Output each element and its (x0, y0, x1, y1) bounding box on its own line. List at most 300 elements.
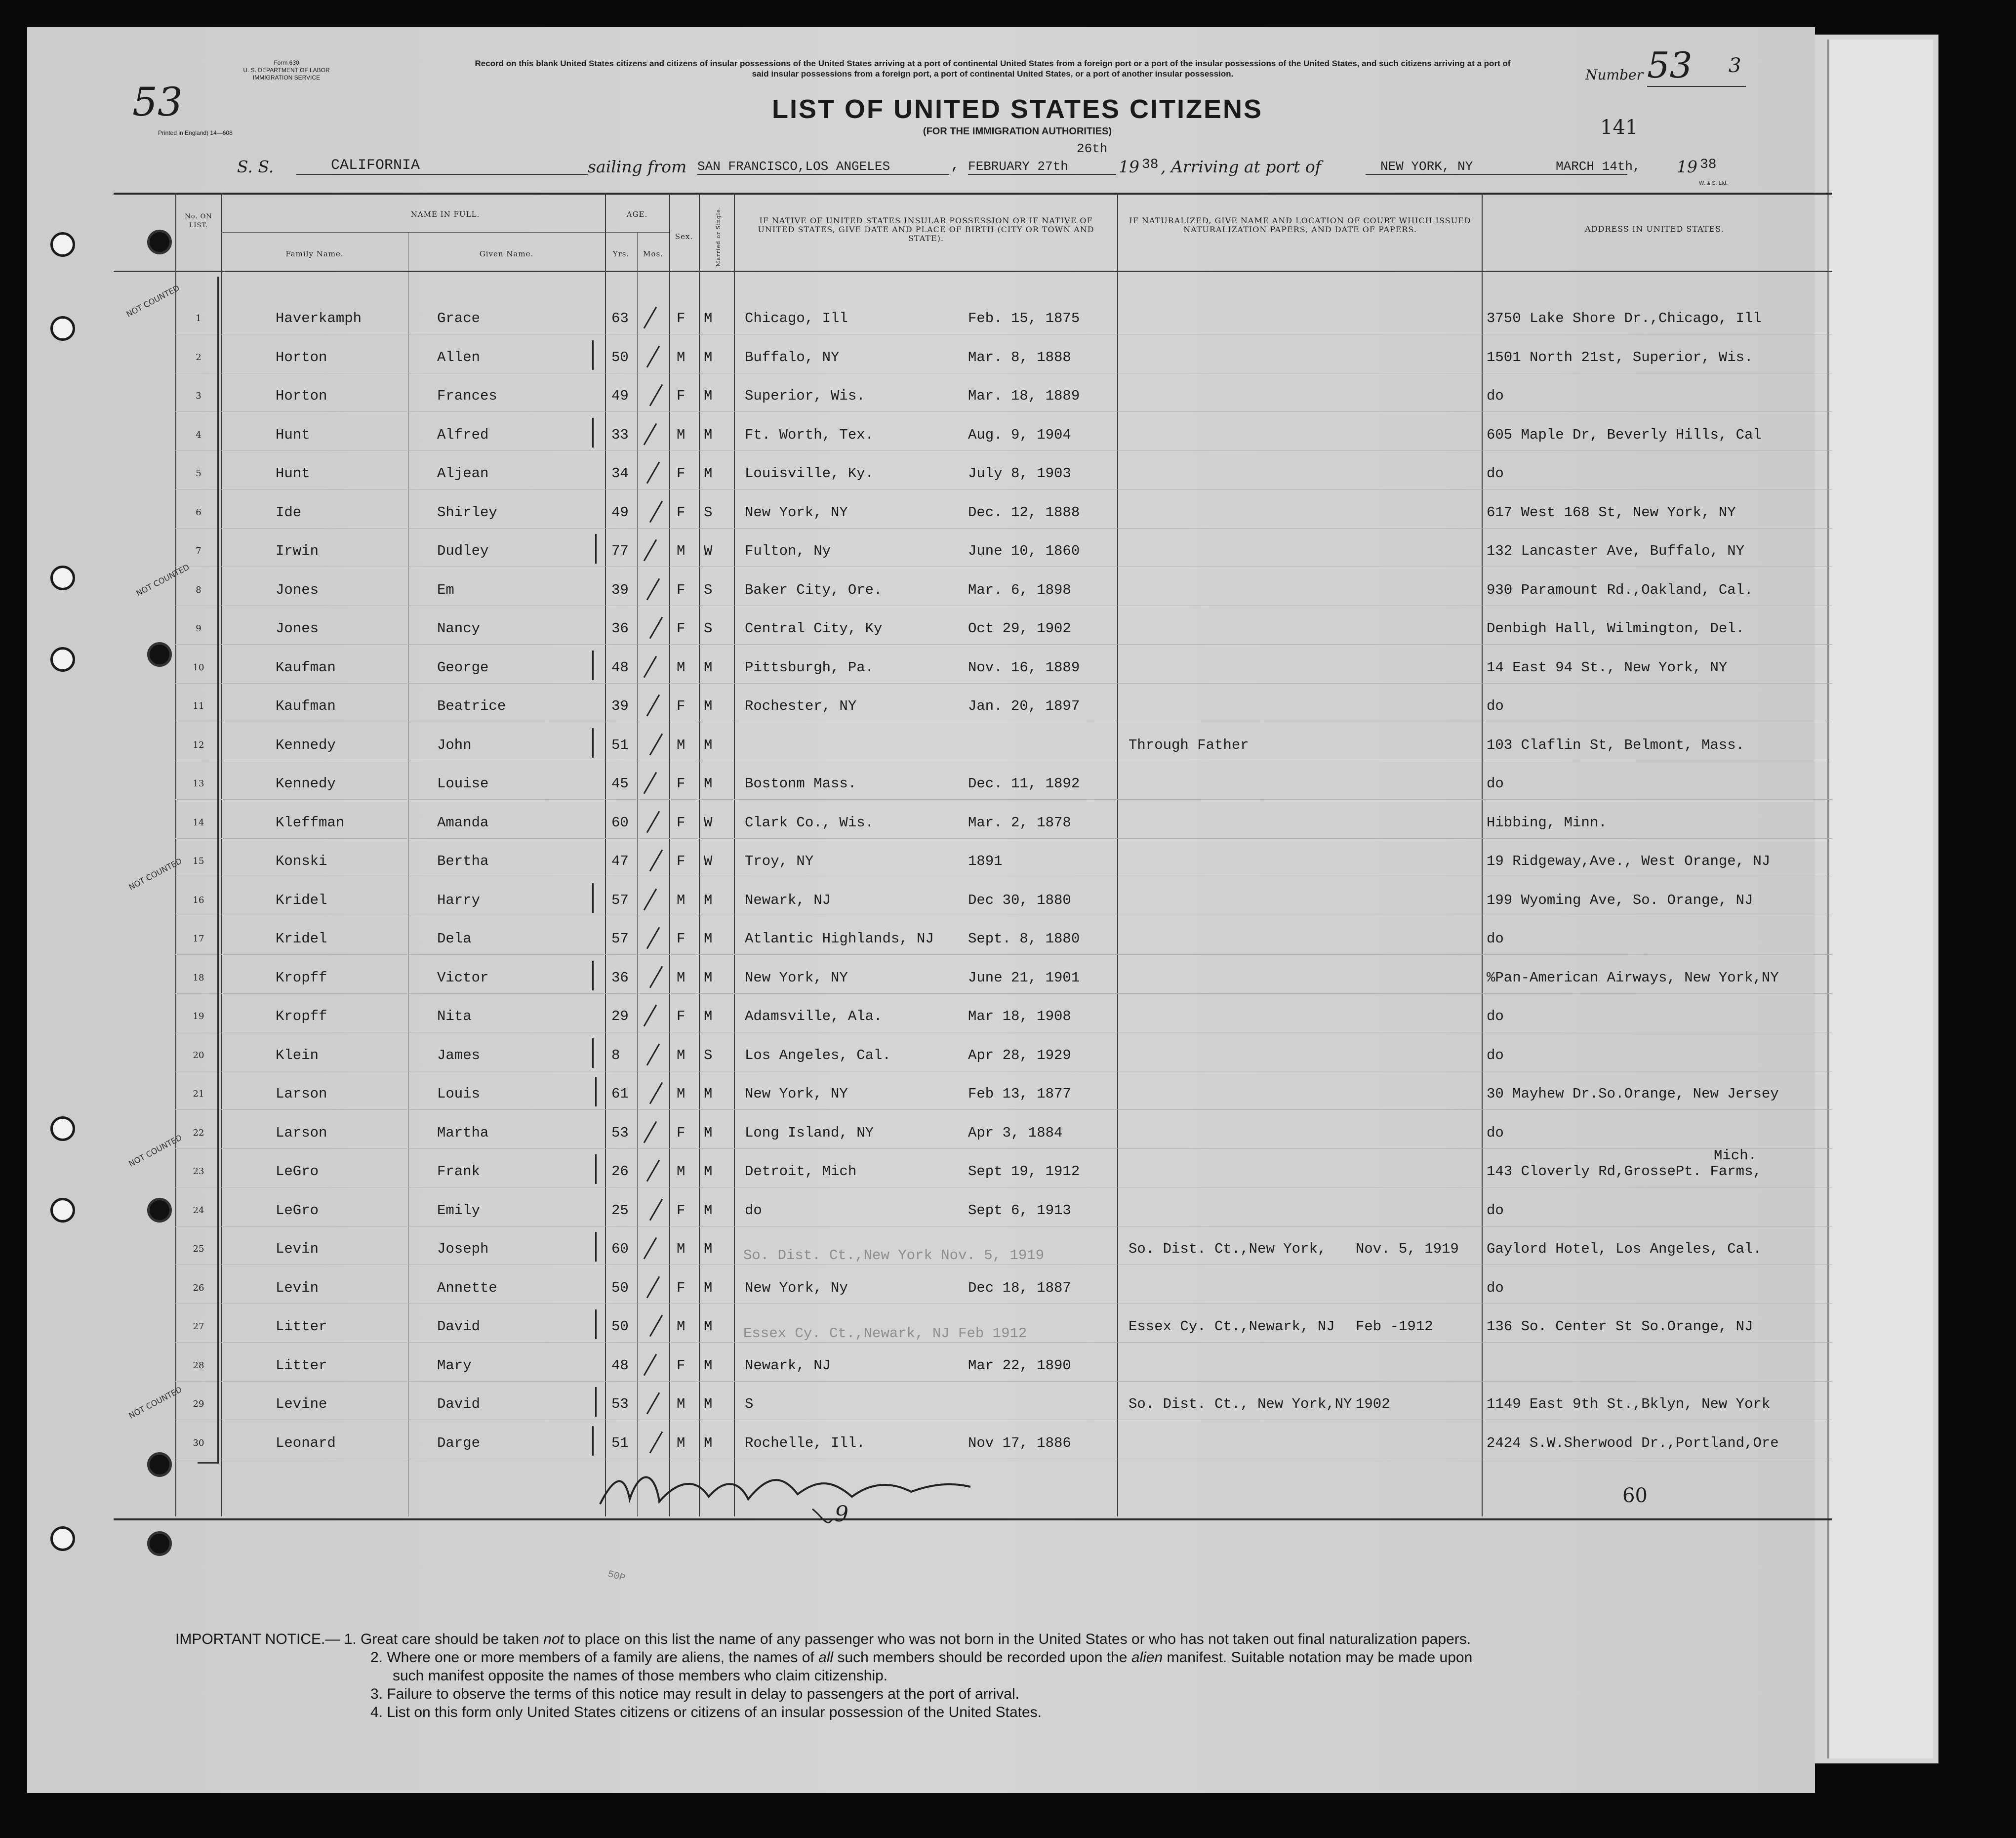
row-separator (175, 1148, 1832, 1149)
check-stroke (595, 1232, 597, 1262)
comma: , (951, 157, 960, 174)
col-sex: Sex. (675, 232, 693, 241)
check-stroke (595, 534, 597, 564)
cell-given: Emily (437, 1202, 481, 1219)
cell-age: 49 (611, 388, 629, 404)
cell-no: 25 (193, 1244, 204, 1254)
cell-address: 3750 Lake Shore Dr.,Chicago, Ill (1487, 310, 1762, 327)
cell-place: New York, NY (745, 1086, 848, 1102)
cell-date: June 21, 1901 (968, 969, 1080, 986)
cell-ms: M (704, 698, 713, 714)
cell-sex: F (677, 1202, 685, 1219)
cell-ms: M (704, 1241, 713, 1257)
not-counted-stamp: NOT COUNTED (127, 856, 184, 892)
cell-age: 47 (611, 853, 629, 869)
cell-given: Alfred (437, 426, 489, 443)
cell-place: Rochelle, Ill. (745, 1434, 865, 1451)
department: U. S. DEPARTMENT OF LABOR (243, 67, 330, 74)
cell-place: Clark Co., Wis. (745, 814, 874, 831)
punch-hole (50, 232, 75, 257)
cell-address: do (1487, 1124, 1504, 1141)
cell-sex: M (677, 1396, 685, 1412)
col-yrs: Yrs. (612, 249, 630, 258)
cell-family: Horton (276, 388, 327, 404)
cell-family: Kridel (276, 892, 327, 908)
signature-mark: 9 (835, 1502, 848, 1527)
row-separator (175, 683, 1832, 684)
cell-no: 7 (196, 546, 202, 556)
cell-no: 13 (193, 778, 204, 789)
faded-entry: Essex Cy. Ct.,Newark, NJ Feb 1912 (743, 1325, 1027, 1342)
check-stroke (592, 651, 594, 680)
cell-sex: F (677, 814, 685, 831)
cell-place: Buffalo, NY (745, 349, 840, 366)
cell-date: Dec. 11, 1892 (968, 776, 1080, 792)
cell-place: Newark, NJ (745, 892, 831, 908)
col-mos: Mos. (643, 249, 663, 258)
notice-emphasis: all (818, 1649, 834, 1666)
check-stroke (592, 728, 594, 758)
cell-date: July 8, 1903 (968, 465, 1071, 482)
cell-age: 48 (611, 1357, 629, 1374)
cell-ms: M (704, 1396, 713, 1412)
cell-sex: M (677, 1241, 685, 1257)
cell-family: Irwin (276, 543, 319, 559)
cell-ms: M (704, 931, 713, 947)
cell-ms: M (704, 1008, 713, 1024)
cell-date: Mar 18, 1908 (968, 1008, 1071, 1024)
cell-no: 16 (193, 895, 204, 905)
cell-family: Levin (276, 1241, 319, 1257)
cell-given: Nita (437, 1008, 472, 1024)
check-stroke (592, 883, 594, 913)
cell-place: Long Island, NY (745, 1124, 874, 1141)
backing-sheet-edge (1827, 40, 1933, 1758)
cell-age: 29 (611, 1008, 629, 1024)
cell-ms: M (704, 1357, 713, 1374)
cell-ms: M (704, 310, 713, 327)
cell-address: 605 Maple Dr, Beverly Hills, Cal (1487, 426, 1762, 443)
notice-heading: IMPORTANT NOTICE.— (175, 1631, 340, 1647)
cell-family: Larson (276, 1086, 327, 1102)
cell-given: Frances (437, 388, 497, 404)
printer-mark: W. & S. Ltd. (1699, 180, 1728, 186)
cell-family: LeGro (276, 1163, 319, 1180)
notice-item-2-mid: such members should be recorded upon the (837, 1649, 1128, 1666)
handwritten-number: 53 (132, 79, 183, 125)
cell-nat-date: Nov. 5, 1919 (1356, 1241, 1459, 1257)
cell-no: 28 (193, 1360, 204, 1371)
cell-sex: F (677, 388, 685, 404)
form-number: Form 630 (274, 59, 299, 66)
cell-no: 8 (196, 584, 202, 595)
cell-address: %Pan-American Airways, New York,NY (1487, 969, 1779, 986)
cell-place: Atlantic Highlands, NJ (745, 931, 934, 947)
cell-sex: F (677, 504, 685, 521)
cell-given: Annette (437, 1279, 497, 1296)
header-bottom (114, 271, 1832, 272)
cell-age: 60 (611, 1241, 629, 1257)
cell-date: Sept 19, 1912 (968, 1163, 1080, 1180)
cell-place: New York, Ny (745, 1279, 848, 1296)
cell-place: S (745, 1396, 754, 1412)
cell-family: Larson (276, 1124, 327, 1141)
cell-sex: F (677, 1124, 685, 1141)
row-separator (175, 993, 1832, 994)
cell-date: Feb. 15, 1875 (968, 310, 1080, 327)
faded-entry: So. Dist. Ct.,New York Nov. 5, 1919 (743, 1247, 1045, 1264)
cell-place: New York, NY (745, 969, 848, 986)
cell-no: 15 (193, 856, 204, 866)
cell-ms: M (704, 388, 713, 404)
cell-given: Grace (437, 310, 481, 327)
departure-port: SAN FRANCISCO,LOS ANGELES (697, 159, 949, 175)
cell-no: 1 (196, 313, 202, 324)
cell-ms: M (704, 465, 713, 482)
cell-family: Litter (276, 1357, 327, 1374)
col-no: No. ON LIST. (185, 213, 212, 229)
cell-date: Apr 3, 1884 (968, 1124, 1063, 1141)
cell-given: George (437, 659, 489, 676)
cell-age: 39 (611, 581, 629, 598)
cell-age: 61 (611, 1086, 629, 1102)
col-divider (734, 193, 735, 1516)
cell-no: 14 (193, 817, 204, 828)
notice-emphasis: alien (1131, 1649, 1163, 1666)
cell-address: do (1487, 465, 1504, 482)
cell-family: Kridel (276, 931, 327, 947)
cell-nat: So. Dist. Ct., New York,NY (1129, 1396, 1352, 1412)
cell-address: do (1487, 1047, 1504, 1063)
service: IMMIGRATION SERVICE (252, 74, 321, 81)
cell-given: John (437, 736, 472, 753)
cell-nat: So. Dist. Ct.,New York, (1129, 1241, 1327, 1257)
row-separator (175, 799, 1832, 800)
cell-sex: M (677, 736, 685, 753)
cell-given: Shirley (437, 504, 497, 521)
cell-age: 34 (611, 465, 629, 482)
cell-family: Kropff (276, 969, 327, 986)
cell-sex: F (677, 1008, 685, 1024)
row-separator (175, 528, 1832, 529)
cell-no: 21 (193, 1089, 204, 1099)
col-divider (637, 232, 638, 1516)
cell-place: Central City, Ky (745, 620, 883, 637)
punch-mark (147, 1531, 172, 1556)
cell-date: Apr 28, 1929 (968, 1047, 1071, 1063)
cell-nat: Through Father (1129, 736, 1249, 753)
cell-ms: W (704, 543, 713, 559)
cell-no: 20 (193, 1050, 204, 1061)
cell-family: Konski (276, 853, 327, 869)
cell-given: Em (437, 581, 454, 598)
ship-name: CALIFORNIA (296, 157, 588, 175)
header-divider (221, 232, 669, 233)
cell-given: Dudley (437, 543, 489, 559)
cell-date: Dec. 12, 1888 (968, 504, 1080, 521)
cell-place: Fulton, Ny (745, 543, 831, 559)
cell-ms: M (704, 969, 713, 986)
cell-address: do (1487, 931, 1504, 947)
cell-date: Mar 22, 1890 (968, 1357, 1071, 1374)
punch-hole (50, 566, 75, 590)
col-address: ADDRESS IN UNITED STATES. (1585, 224, 1724, 234)
cell-sex: M (677, 1318, 685, 1335)
cell-date: Mar. 2, 1878 (968, 814, 1071, 831)
cell-date: Sept. 8, 1880 (968, 931, 1080, 947)
cell-no: 19 (193, 1011, 204, 1021)
arrival-year-prefix: 19 (1677, 157, 1697, 176)
cell-sex: M (677, 543, 685, 559)
cell-sex: F (677, 698, 685, 714)
check-stroke (592, 340, 594, 370)
cell-family: Litter (276, 1318, 327, 1335)
cell-address-super: Mich. (1714, 1147, 1757, 1164)
page-subtitle: (FOR THE IMMIGRATION AUTHORITIES) (923, 126, 1112, 137)
notice-line-4: 4. List on this form only United States citizens or citizens of an insular possession of the United States. (370, 1704, 1042, 1720)
cell-sex: M (677, 892, 685, 908)
cell-place: Pittsburgh, Pa. (745, 659, 874, 676)
record-instructions: Record on this blank United States citizens and citizens of insular possessions of the United States arriving at a port of continental United States from a foreign port or a port of the insular possessions of the United States, and such citizens arriving at a port of said insular possessions from a foreign port, a port of continental United States, or a port of another insular possession. (475, 59, 1511, 79)
col-married: Married or Single. (715, 206, 722, 267)
cell-no: 4 (196, 429, 202, 440)
cell-given: Aljean (437, 465, 489, 482)
cell-ms: M (704, 1086, 713, 1102)
cell-given: Louis (437, 1086, 481, 1102)
cell-family: Haverkamph (276, 310, 362, 327)
cell-address: do (1487, 1202, 1504, 1219)
cell-place: Louisville, Ky. (745, 465, 874, 482)
cell-no: 23 (193, 1166, 204, 1177)
cell-sex: F (677, 581, 685, 598)
cell-given: Beatrice (437, 698, 506, 714)
col-divider (1482, 193, 1483, 1516)
cell-family: LeGro (276, 1202, 319, 1219)
cell-ms: S (704, 1047, 713, 1063)
cell-address: Denbigh Hall, Wilmington, Del. (1487, 620, 1745, 637)
notice-item-1-rest: to place on this list the name of any passenger who was not born in the United States or who has not taken out final naturalization papers. (568, 1631, 1471, 1647)
cell-address: 19 Ridgeway,Ave., West Orange, NJ (1487, 853, 1771, 869)
cell-sex: F (677, 931, 685, 947)
row-separator (175, 450, 1832, 451)
cell-place: Bostonm Mass. (745, 776, 857, 792)
cell-ms: M (704, 426, 713, 443)
sailing-date: FEBRUARY 27th (968, 159, 1116, 175)
cell-date: Feb 13, 1877 (968, 1086, 1071, 1102)
cell-given: Martha (437, 1124, 489, 1141)
col-divider (699, 193, 700, 1516)
cell-sex: F (677, 620, 685, 637)
row-separator (175, 1109, 1832, 1110)
cell-age: 48 (611, 659, 629, 676)
number-label: Number (1585, 67, 1643, 83)
cell-age: 53 (611, 1124, 629, 1141)
cell-no: 29 (193, 1399, 204, 1409)
cell-address: do (1487, 698, 1504, 714)
printed-note: Printed in England) 14—608 (158, 129, 233, 136)
check-stroke (595, 1154, 597, 1184)
cell-sex: F (677, 1279, 685, 1296)
sailing-from-label: sailing from (588, 157, 687, 176)
col-age: AGE. (626, 210, 648, 219)
cell-address: 30 Mayhew Dr.So.Orange, New Jersey (1487, 1086, 1779, 1102)
cell-place: Superior, Wis. (745, 388, 865, 404)
cell-date: Aug. 9, 1904 (968, 426, 1071, 443)
ss-label: S. S. (237, 157, 274, 176)
cell-age: 50 (611, 1318, 629, 1335)
cell-age: 33 (611, 426, 629, 443)
cell-place: Adamsville, Ala. (745, 1008, 883, 1024)
cell-family: Kaufman (276, 698, 336, 714)
cell-no: 6 (196, 507, 202, 518)
cell-date: Mar. 6, 1898 (968, 581, 1071, 598)
notice-line-2 (175, 1648, 1805, 1667)
cell-address: 103 Claflin St, Belmont, Mass. (1487, 736, 1745, 753)
cell-date: Jan. 20, 1897 (968, 698, 1080, 714)
cell-no: 17 (193, 934, 204, 944)
cell-age: 26 (611, 1163, 629, 1180)
sailing-year: 38 (1142, 157, 1159, 172)
col-divider (1117, 193, 1118, 1516)
cell-date: Nov. 16, 1889 (968, 659, 1080, 676)
not-counted-stamp: NOT COUNTED (127, 1385, 184, 1421)
cell-given: Bertha (437, 853, 489, 869)
cell-family: Klein (276, 1047, 319, 1063)
cell-address: 930 Paramount Rd.,Oakland, Cal. (1487, 581, 1753, 598)
cell-given: Victor (437, 969, 489, 986)
cell-place: Ft. Worth, Tex. (745, 426, 874, 443)
cell-ms: S (704, 504, 713, 521)
cell-given: Joseph (437, 1241, 489, 1257)
check-stroke (592, 418, 594, 448)
cell-sex: F (677, 465, 685, 482)
cell-no: 24 (193, 1205, 204, 1216)
cell-age: 60 (611, 814, 629, 831)
form-id-block (207, 59, 365, 82)
cell-ms: S (704, 620, 713, 637)
cell-given: David (437, 1396, 481, 1412)
cell-address: 14 East 94 St., New York, NY (1487, 659, 1728, 676)
stray-mark: 50P (606, 1568, 627, 1585)
cell-no: 22 (193, 1127, 204, 1138)
cell-sex: M (677, 1163, 685, 1180)
cell-age: 50 (611, 349, 629, 366)
cell-ms: M (704, 1202, 713, 1219)
punch-hole (50, 1116, 75, 1141)
cell-given: Frank (437, 1163, 481, 1180)
sailing-year-prefix: 19 (1119, 157, 1139, 176)
cell-given: Allen (437, 349, 481, 366)
cell-address: do (1487, 1008, 1504, 1024)
cell-ms: M (704, 659, 713, 676)
inspector-signature (595, 1455, 980, 1534)
row-separator (175, 954, 1832, 955)
punch-hole (50, 316, 75, 341)
row-separator (175, 838, 1832, 839)
cell-address: do (1487, 776, 1504, 792)
not-counted-stamp: NOT COUNTED (127, 1133, 184, 1169)
cell-sex: M (677, 1086, 685, 1102)
cell-place: do (745, 1202, 762, 1219)
row-separator (175, 644, 1832, 645)
cell-sex: F (677, 776, 685, 792)
cell-sex: M (677, 1047, 685, 1063)
cell-sex: M (677, 426, 685, 443)
cell-ms: M (704, 892, 713, 908)
cell-address: do (1487, 388, 1504, 404)
row-separator (175, 1381, 1832, 1382)
cell-ms: M (704, 1318, 713, 1335)
cell-date: Mar. 8, 1888 (968, 349, 1071, 366)
cell-age: 45 (611, 776, 629, 792)
cell-address: 1501 North 21st, Superior, Wis. (1487, 349, 1753, 366)
cell-no: 11 (193, 701, 204, 711)
cell-ms: M (704, 349, 713, 366)
cell-address: 2424 S.W.Sherwood Dr.,Portland,Ore (1487, 1434, 1779, 1451)
cell-no: 26 (193, 1282, 204, 1293)
cell-age: 49 (611, 504, 629, 521)
cell-address: 143 Cloverly Rd,GrossePt. Farms, (1487, 1163, 1762, 1180)
page-number: 141 (1600, 116, 1638, 139)
not-counted-stamp: NOT COUNTED (124, 283, 181, 319)
cell-age: 36 (611, 969, 629, 986)
cell-no: 5 (196, 468, 202, 479)
cell-sex: M (677, 1434, 685, 1451)
cell-family: Kennedy (276, 736, 336, 753)
arrival-date: MARCH 14th, (1556, 159, 1641, 174)
col-family-name: Family Name. (285, 249, 344, 258)
col-divider (605, 193, 606, 1516)
notice-item-2-rest: manifest. Suitable notation may be made upon (1167, 1649, 1473, 1666)
cell-date: Dec 18, 1887 (968, 1279, 1071, 1296)
cell-sex: M (677, 349, 685, 366)
cell-given: Harry (437, 892, 481, 908)
col-divider (669, 193, 670, 1516)
cell-place: Baker City, Ore. (745, 581, 883, 598)
cell-given: Nancy (437, 620, 481, 637)
cell-place: Rochester, NY (745, 698, 857, 714)
cell-date: June 10, 1860 (968, 543, 1080, 559)
col-divider (175, 193, 176, 1516)
arriving-label: , Arriving at port of (1161, 157, 1322, 176)
cell-address: 1149 East 9th St.,Bklyn, New York (1487, 1396, 1771, 1412)
cell-nat-date: Feb -1912 (1356, 1318, 1433, 1335)
col-birth: IF NATIVE OF UNITED STATES INSULAR POSSESSION OR IF NATIVE OF UNITED STATES, GIVE DATE AND PLACE OF BIRTH (CITY OR TOWN AND STATE). (758, 216, 1094, 243)
notice-emphasis: not (543, 1631, 564, 1647)
cell-no: 12 (193, 739, 204, 750)
cell-place: New York, NY (745, 504, 848, 521)
notice-line-3: 3. Failure to observe the terms of this notice may result in delay to passengers at the port of arrival. (370, 1686, 1019, 1702)
col-name-in-full: NAME IN FULL. (410, 210, 480, 219)
cell-age: 39 (611, 698, 629, 714)
cell-age: 53 (611, 1396, 629, 1412)
cell-place: Detroit, Mich (745, 1163, 857, 1180)
total-count: 60 (1622, 1484, 1648, 1507)
notice-item-2: 2. Where one or more members of a family are aliens, the names of (370, 1649, 814, 1666)
cell-age: 51 (611, 736, 629, 753)
cell-age: 8 (611, 1047, 620, 1063)
cell-place: Newark, NJ (745, 1357, 831, 1374)
cell-address: 136 So. Center St So.Orange, NJ (1487, 1318, 1753, 1335)
cell-place: Troy, NY (745, 853, 814, 869)
row-separator (175, 1342, 1832, 1343)
cell-given: Mary (437, 1357, 472, 1374)
cell-given: Amanda (437, 814, 489, 831)
cell-sex: F (677, 1357, 685, 1374)
cell-given: James (437, 1047, 481, 1063)
col-naturalized: IF NATURALIZED, GIVE NAME AND LOCATION OF COURT WHICH ISSUED NATURALIZATION PAPERS, AND DATE OF PAPERS. (1129, 216, 1471, 234)
cell-family: Kropff (276, 1008, 327, 1024)
